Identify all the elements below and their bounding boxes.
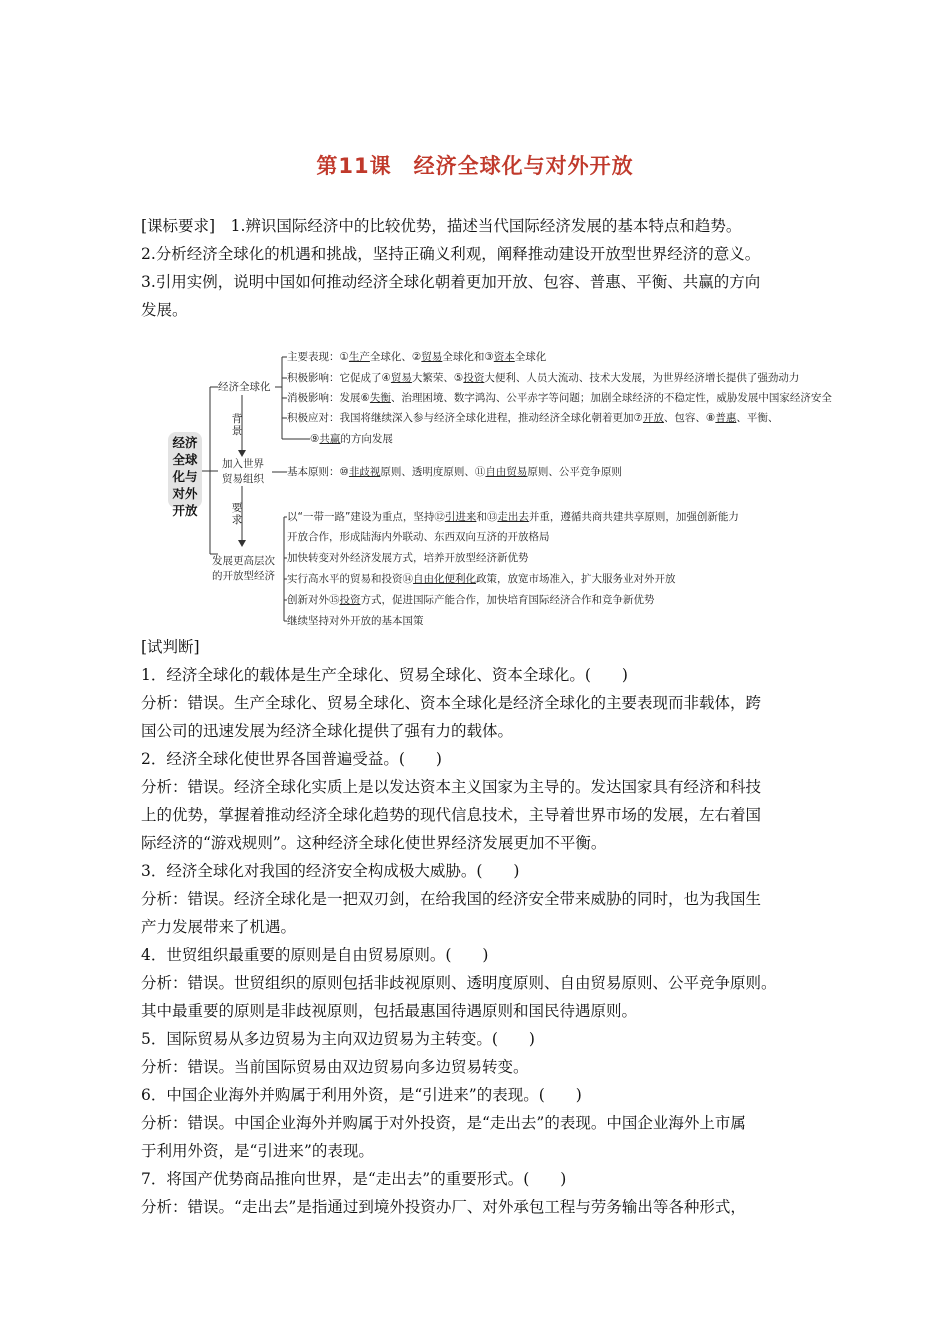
section-heading: [试判断] [141,638,200,656]
judge-line: 际经济的“游戏规则”。这种经济全球化使世界经济发展更加不平衡。 [141,834,607,852]
label-requirement [231,502,243,526]
judge-line: 上的优势，掌握着推动经济全球化趋势的现代信息技术，主导着世界市场的发展，左右着国 [141,806,762,824]
judge-line: 5．国际贸易从多边贸易为主向双边贸易为主转变。( ) [141,1030,535,1048]
branch-open-economy [212,554,275,584]
mindmap-text: 继续坚持对外开放的基本国策 [287,615,424,627]
underlined-answer: 失衡 [369,392,391,404]
mindmap-text: 基本原则：⑩ [287,466,349,478]
mindmap-text: 、包容、⑧ [663,412,716,424]
branch-wto-line: 贸易组织 [222,473,264,485]
underlined-answer: 自由化便利化 [413,573,476,585]
mindmap-text: 、治理困境、数字鸿沟、公平赤字等问题；加剧全球经济的不稳定性，威胁发展中国家经济安全 [390,392,832,404]
page-title: 第11课 经济全球化与对外开放 [316,154,634,178]
mindmap-text: 并重，遵循共商共建共享原则，加强创新能力 [528,511,739,523]
underlined-answer: 引进来 [444,511,477,523]
course-requirements [141,212,821,324]
judge-line: 2．经济全球化使世界各国普遍受益。( ) [141,750,442,768]
requirement-line-4: 发展。 [141,301,188,319]
label-char: 景 [231,425,243,437]
b1-item [287,411,778,425]
root-text: 开放 [172,503,198,518]
mindmap-text: 实行高水平的贸易和投资⑭ [287,573,413,585]
mindmap-text: 开放合作，形成陆海内外联动、东西双向互济的开放格局 [287,531,550,543]
b3-item [287,510,739,524]
mindmap-text: 积极影响：它促成了④ [287,372,391,384]
underlined-answer: 投资 [339,594,361,606]
root-text: 化与 [172,469,198,484]
b3-item [287,572,676,586]
mindmap-root [168,432,202,518]
branch-wto [222,457,264,487]
root-text: 全球 [172,452,198,467]
judge-line: 1．经济全球化的载体是生产全球化、贸易全球化、资本全球化。( ) [141,666,628,684]
label-char: 背 [231,413,243,425]
judge-line: 分析：错误。当前国际贸易由双边贸易向多边贸易转变。 [141,1058,529,1076]
b2-item [287,465,622,479]
judge-line: 分析：错误。经济全球化实质上是以发达资本主义国家为主导的。发达国家具有经济和科技 [141,778,762,796]
judge-line: 国公司的迅速发展为经济全球化提供了强有力的载体。 [141,722,514,740]
b1-item [287,350,546,364]
mindmap-text: 积极应对：我国将继续深入参与经济全球化进程，推动经济全球化朝着更加⑦ [287,412,643,424]
judge-line: 6．中国企业海外并购属于利用外资，是“引进来”的表现。( ) [141,1086,582,1104]
mindmap-text: 、平衡、 [736,412,779,424]
requirement-item-1: 1.辨识国际经济中的比较优势，描述当代国际经济发展的基本特点和趋势。 [215,217,742,235]
underlined-answer: 共赢 [319,433,341,445]
mindmap-text: 原则、透明度原则、⑪ [380,466,486,478]
mindmap-text: 全球化 [514,351,547,363]
mindmap-text: ⑨ [310,433,320,445]
judge-line: 4．世贸组织最重要的原则是自由贸易原则。( ) [141,946,489,964]
judge-line: 分析：错误。世贸组织的原则包括非歧视原则、透明度原则、自由贸易原则、公平竞争原则。 [141,974,777,992]
judge-line: 其中最重要的原则是非歧视原则，包括最惠国待遇原则和国民待遇原则。 [141,1002,638,1020]
judge-line: 分析：错误。生产全球化、贸易全球化、资本全球化是经济全球化的主要表现而非载体，跨 [141,694,762,712]
mindmap-text: 主要表现：① [287,351,349,363]
judgment-section [141,633,821,1221]
b3-item [287,530,550,544]
underlined-answer: 开放 [642,412,664,424]
requirement-label: [课标要求] [141,217,216,235]
judge-line: 7．将国产优势商品推向世界，是“走出去”的重要形式。( ) [141,1170,567,1188]
mindmap-text: 加快转变对外经济发展方式，培养开放型经济新优势 [287,552,529,564]
mindmap-text: 政策，放宽市场准入，扩大服务业对外开放 [476,573,676,585]
judge-line: 产力发展带来了机遇。 [141,918,297,936]
branch-open-economy-line: 的开放型经济 [212,570,275,582]
mindmap-text: 大便利、人员大流动、技术大发展，为世界经济增长提供了强劲动力 [484,372,800,384]
mindmap-text: 全球化、② [369,351,422,363]
mindmap-text: 原则、公平竞争原则 [527,466,622,478]
b1-item [310,432,393,446]
label-char: 要 [231,502,243,514]
requirement-line-3: 3.引用实例，说明中国如何推动经济全球化朝着更加开放、包容、普惠、平衡、共赢的方向 [141,273,761,291]
underlined-answer: 生产 [348,351,370,363]
label-char: 求 [231,514,243,526]
judge-line: 分析：错误。经济全球化是一把双刃剑，在给我国的经济安全带来威胁的同时，也为我国生 [141,890,762,908]
mindmap-text: 大繁荣、⑤ [411,372,464,384]
branch-wto-line: 加入世界 [222,458,264,470]
requirement-line-1 [141,212,821,240]
mindmap-text: 全球化和③ [442,351,494,363]
judge-line: 分析：错误。中国企业海外并购属于对外投资，是“走出去”的表现。中国企业海外上市属 [141,1114,746,1132]
underlined-answer: 走出去 [497,511,529,523]
root-text: 对外 [172,486,198,501]
b3-item [287,551,529,565]
underlined-answer: 自由贸易 [485,466,528,478]
mindmap-text: 和⑬ [476,511,498,523]
mindmap-text: 方式，促进国际产能合作，加快培育国际经济合作和竞争新优势 [360,594,655,606]
underlined-answer: 贸易 [390,372,412,384]
label-background [231,413,243,437]
underlined-answer: 投资 [463,372,485,384]
b3-item [287,593,655,607]
judge-line: 于利用外资，是“引进来”的表现。 [141,1142,374,1160]
underlined-answer: 普惠 [715,412,737,424]
mindmap-text: 创新对外⑮ [287,594,340,606]
mindmap-text: 以“一带一路”建设为重点，坚持⑫ [287,511,445,523]
knowledge-mindmap [160,340,832,630]
root-text: 经济 [172,435,198,450]
underlined-answer: 非歧视 [348,466,381,478]
underlined-answer: 贸易 [421,351,443,363]
judge-line: 3．经济全球化对我国的经济安全构成极大威胁。( ) [141,862,520,880]
branch-globalization: 经济全球化 [218,381,271,393]
judge-line: 分析：错误。“走出去”是指通过到境外投资办厂、对外承包工程与劳务输出等各种形式， [141,1198,746,1216]
mindmap-text: 的方向发展 [340,433,393,445]
b3-item [287,614,424,628]
mindmap-text: 消极影响：发展⑥ [287,392,370,404]
b1-item [287,391,832,405]
underlined-answer: 资本 [493,351,515,363]
branch-open-economy-line: 发展更高层次 [212,555,275,567]
requirement-line-2: 2.分析经济全球化的机遇和挑战，坚持正确义利观，阐释推动建设开放型世界经济的意义。 [141,245,761,263]
b1-item [287,371,799,385]
